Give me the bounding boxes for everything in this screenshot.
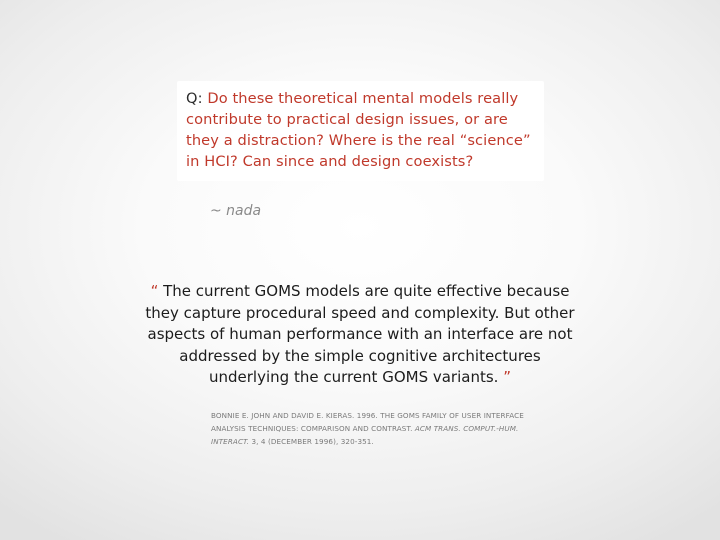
signature: ~ nada [210, 203, 262, 219]
quote-block [140, 281, 580, 389]
quote-open-mark: “ [150, 282, 159, 300]
citation-journal: ACM TRANS. COMPUT.-HUM. INTERACT. [211, 424, 519, 446]
question-text: Do these theoretical mental models really contribute to practical design issues, or are they a distraction? Where is the real “science” in HCI? Can since and design coexists? [186, 90, 531, 170]
citation-volume: 3, 4 (DECEMBER 1996), 320-351. [251, 437, 374, 446]
question-box [177, 81, 544, 181]
quote-close-mark: ” [503, 368, 511, 387]
citation [211, 409, 531, 448]
quote-text: The current GOMS models are quite effective because they capture procedural speed and complexity. But other aspects of human performance with an interface are not addressed by the simple cognitive architectures underlying the current GOMS variants. [145, 282, 575, 387]
citation-authors-title: BONNIE E. JOHN AND DAVID E. KIERAS. 1996. THE GOMS FAMILY OF USER INTERFACE ANALYSIS TECHNIQUES: COMPARISON AND CONTRAST. [211, 411, 524, 433]
question-prefix: Q: [186, 90, 203, 107]
